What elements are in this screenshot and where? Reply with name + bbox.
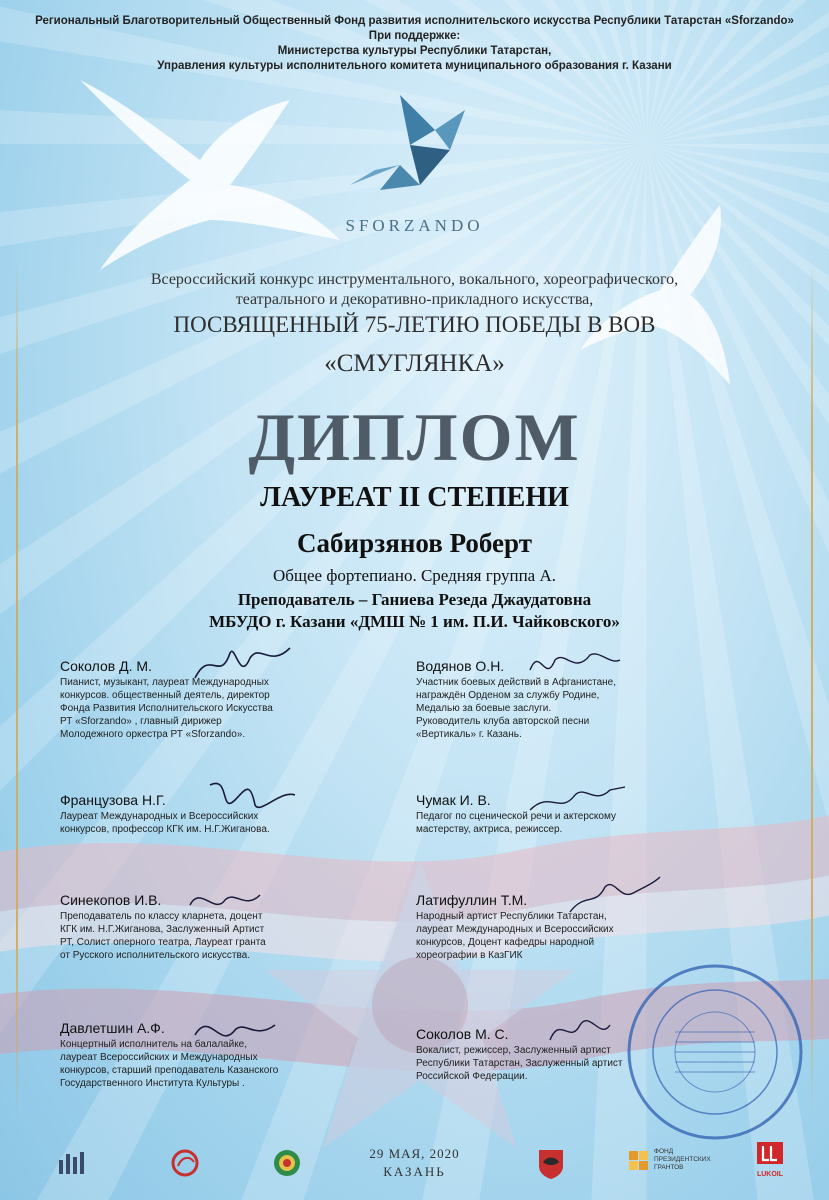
juror-desc-line: Народный артист Республики Татарстан, — [416, 911, 607, 922]
juror-name: Соколов Д. М. — [60, 658, 152, 674]
juror-desc-line: Фонда Развития Исполнительского Искусства — [60, 703, 273, 714]
grants-fund-label: ФОНД — [654, 1148, 674, 1155]
juror-desc-line: Республики Татарстан, Заслуженный артист — [416, 1058, 623, 1069]
presidential-grants-fund-logo — [628, 1148, 718, 1174]
frame-right-line — [811, 260, 813, 1120]
support-department: Управления культуры исполнительного комитета муниципального образования г. Казани — [157, 60, 672, 72]
kazan-coat-of-arms-icon — [535, 1148, 567, 1180]
juror-desc-line: хореографии в КазГИК — [416, 950, 523, 961]
juror-name: Соколов М. С. — [416, 1026, 509, 1042]
support-ministry: Министерства культуры Республики Татарстан, — [277, 45, 552, 57]
competition-name: «СМУГЛЯНКА» — [324, 350, 505, 377]
school-line: МБУДО г. Казани «ДМШ № 1 им. П.И. Чайковского» — [209, 612, 620, 631]
juror-desc-line: лауреат Международных и Всероссийских — [416, 924, 614, 935]
juror-desc-line: Педагог по сценической речи и актерскому — [416, 811, 616, 822]
partner-logo-icon — [55, 1148, 95, 1178]
organizer-line: Региональный Благотворительный Общественный Фонд развития исполнительского искусства Республики Татарстан «Sforzando» — [35, 15, 794, 27]
diploma-title: ДИПЛОМ — [248, 399, 581, 475]
competition-line1: Всероссийский конкурс инструментального, вокального, хореографического, — [150, 271, 679, 288]
juror-desc-line: конкурсов, старший преподаватель Казанского — [60, 1065, 279, 1076]
juror-desc-line: Участник боевых действий в Афганистане, — [416, 677, 617, 688]
teacher-line: Преподаватель – Ганиева Резеда Джаудатовна — [237, 590, 592, 609]
juror-desc-line: Лауреат Международных и Всероссийских — [60, 811, 259, 822]
juror-desc-line: лауреат Всероссийских и Международных — [60, 1052, 258, 1063]
juror-name: Водянов О.Н. — [416, 658, 505, 674]
grants-fund-label: ПРЕЗИДЕНТСКИХ — [654, 1156, 711, 1163]
juror-name: Давлетшин А.Ф. — [60, 1020, 165, 1036]
juror-desc-line: конкурсов, профессор КГК им. Н.Г.Жиганова. — [60, 824, 270, 835]
juror-name: Чумак И. В. — [416, 792, 491, 808]
signature-mark — [525, 775, 635, 825]
juror-desc-line: КГК им. Н.Г.Жиганова, Заслуженный Артист — [60, 924, 265, 935]
lukoil-logo — [750, 1140, 790, 1178]
diploma-degree: ЛАУРЕАТ II СТЕПЕНИ — [260, 482, 569, 513]
signature-mark — [560, 872, 670, 922]
juror-desc-line: мастерству, актриса, режиссер. — [416, 824, 563, 835]
sforzando-bird-logo-icon — [340, 90, 470, 200]
juror-desc-line: РТ, Солист оперного театра, Лауреат гранта — [60, 937, 266, 948]
juror-desc-line: Государственного Института Культуры . — [60, 1078, 245, 1089]
juror-desc-line: Молодежного оркестра РТ «Sforzando». — [60, 729, 246, 740]
juror-desc-line: от Русского исполнительского искусства. — [60, 950, 250, 961]
signature-mark — [520, 640, 630, 690]
juror-desc-line: Вокалист, режиссер, Заслуженный артист — [416, 1045, 611, 1056]
issue-date: 29 МАЯ, 2020 — [369, 1146, 460, 1161]
dove-left-icon — [40, 70, 350, 270]
juror-name: Латифуллин Т.М. — [416, 892, 528, 908]
official-stamp — [625, 962, 805, 1142]
juror-desc-line: конкурсов, Доцент кафедры народной — [416, 937, 595, 948]
juror-name: Синекопов И.В. — [60, 892, 162, 908]
juror-desc-line: Российской Федерации. — [416, 1071, 528, 1082]
juror-desc-line: Пианист, музыкант, лауреат Международных — [60, 677, 269, 688]
juror-desc-line: РТ «Sforzando» , главный дирижер — [60, 716, 222, 727]
grants-fund-icon — [628, 1148, 650, 1174]
issue-city: КАЗАНЬ — [383, 1164, 446, 1179]
lukoil-drop-icon — [755, 1140, 785, 1166]
brand-name: SFORZANDO — [345, 216, 484, 235]
juror-desc-line: Руководитель клуба авторской песни — [416, 716, 590, 727]
signature-mark — [190, 638, 300, 688]
grants-fund-label: ГРАНТОВ — [654, 1164, 684, 1171]
signature-mark — [180, 875, 290, 925]
support-label: При поддержке: — [368, 30, 461, 42]
juror-desc-line: Преподаватель по классу кларнета, доцент — [60, 911, 263, 922]
signature-mark — [200, 770, 310, 820]
juror-desc-line: «Вертикаль» г. Казань. — [416, 729, 522, 740]
frame-left-line — [16, 260, 18, 1120]
competition-line2: театрального и декоративно-прикладного искусства, — [235, 291, 594, 308]
competition-dedication: ПОСВЯЩЕННЫЙ 75-ЛЕТИЮ ПОБЕДЫ В ВОВ — [173, 312, 656, 337]
signature-mark — [185, 1005, 295, 1055]
lukoil-label: LUKOIL — [756, 1171, 784, 1178]
participant-category: Общее фортепиано. Средняя группа А. — [272, 566, 557, 585]
juror-desc-line: Медалью за боевые заслуги. — [416, 703, 552, 714]
participant-name: Сабирзянов Роберт — [297, 528, 532, 558]
juror-desc-line: награждён Орденом за службу Родине, — [416, 690, 600, 701]
juror-desc-line: конкурсов. общественный деятель, директор — [60, 690, 270, 701]
juror-desc-line: Концертный исполнитель на балалайке, — [60, 1039, 248, 1050]
partner-logo-icon — [168, 1148, 202, 1178]
juror-name: Французова Н.Г. — [60, 792, 166, 808]
tatarstan-emblem-icon — [270, 1148, 304, 1178]
